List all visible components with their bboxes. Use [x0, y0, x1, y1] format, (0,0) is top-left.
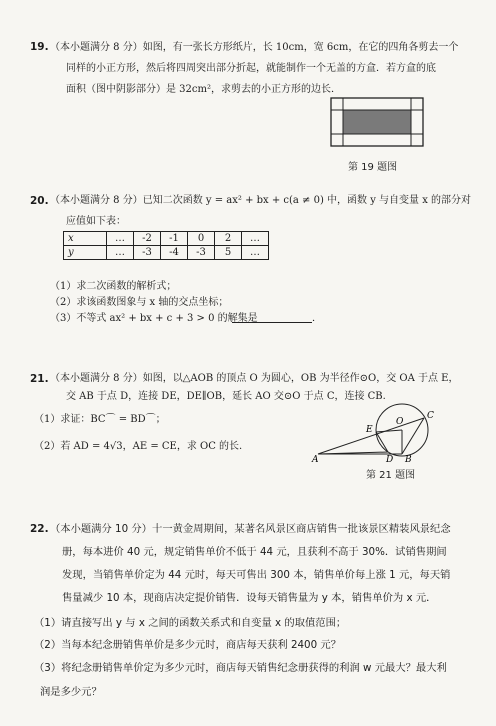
table-cell: … [242, 232, 269, 246]
q21-figure [310, 396, 440, 466]
q22-sub3-cont: 润是多少元？ [40, 686, 102, 698]
q20-answer-blank[interactable] [232, 322, 312, 323]
table-cell: -1 [161, 232, 188, 246]
table-row-x [64, 232, 269, 246]
table-cell: … [242, 246, 269, 260]
q19-number: 19. [30, 41, 49, 53]
q20-line1: （本小题满分 8 分）已知二次函数 y = ax² + bx + c(a ≠ 0) 中，函数 y 与自变量 x 的部分对 [50, 195, 472, 206]
table-cell: x [64, 232, 107, 246]
table-cell: … [107, 246, 134, 260]
q21-line2: 交 AB 于点 D，连接 DE，DE∥OB，延长 AO 交⊙O 于点 C，连接 CB. [66, 391, 386, 402]
q20-line2: 应值如下表： [66, 216, 126, 227]
q22-sub2: （2）当每本纪念册销售单价是多少元时，商店每天获利 2400 元？ [34, 639, 342, 651]
q19-line2: 同样的小正方形，然后将四周突出部分折起，就能制作一个无盖的方盒．若方盒的底 [66, 63, 436, 74]
q20-number: 20. [30, 195, 49, 207]
q21-label-a: A [312, 455, 319, 465]
table-cell: -2 [134, 232, 161, 246]
q19-line1: （本小题满分 8 分）如图，有一张长方形纸片，长 10cm，宽 6cm，在它的四角各剪去一个 [50, 42, 459, 53]
q22-line3: 发现，当销售单价定为 44 元时，每天可售出 300 本，销售单价每上涨 1 元，每天销 [62, 569, 451, 581]
q20-value-table [63, 231, 269, 260]
q20-sub3: （3）不等式 ax² + bx + c + 3 > 0 的解集是 [50, 313, 258, 324]
q21-label-o: O [396, 417, 404, 427]
q22-sub3: （3）将纪念册销售单价定为多少元时，商店每天销售纪念册获得的利润 w 元最大？最大利 [34, 662, 447, 674]
q21-line1: （本小题满分 8 分）如图，以△AOB 的顶点 O 为圆心，OB 为半径作⊙O，交 OA 于点 E， [50, 373, 459, 384]
q19-caption: 第 19 题图 [348, 162, 398, 173]
q22-number: 22. [30, 523, 49, 535]
q22-sub1: （1）请直接写出 y 与 x 之间的函数关系式和自变量 x 的取值范围； [34, 617, 347, 629]
table-cell: … [107, 232, 134, 246]
table-cell: 5 [215, 246, 242, 260]
table-cell: 2 [215, 232, 242, 246]
table-cell: -3 [188, 246, 215, 260]
q19-shaded-base [343, 110, 411, 134]
q21-label-b: B [405, 455, 412, 465]
table-cell: -4 [161, 246, 188, 260]
q21-label-e: E [366, 425, 373, 435]
q19-figure [330, 97, 424, 147]
table-row-y [64, 246, 269, 260]
table-cell: y [64, 246, 107, 260]
table-cell: -3 [134, 246, 161, 260]
q21-label-c: C [427, 411, 434, 421]
q22-line1: （本小题满分 10 分）十一黄金周期间，某著名风景区商店销售一批该景区精装风景纪念 [50, 523, 451, 535]
q19-line3: 面积（图中阴影部分）是 32cm²，求剪去的小正方形的边长． [66, 84, 341, 95]
q22-line2: 册，每本进价 40 元，规定销售单价不低于 44 元，且获利不高于 30%．试销售期间 [62, 546, 447, 558]
q21-caption: 第 21 题图 [366, 470, 416, 481]
q22-line4: 售量减少 10 本，现商店决定提价销售．设每天销售量为 y 本，销售单价为 x 元． [62, 592, 437, 604]
q21-sub1: （1）求证：BC⌒ = BD⌒； [34, 414, 166, 425]
table-cell: 0 [188, 232, 215, 246]
q21-sub2: （2）若 AD = 4√3，AE = CE，求 OC 的长. [34, 441, 243, 452]
q20-sub1: （1）求二次函数的解析式； [50, 281, 177, 292]
q21-number: 21. [30, 373, 49, 385]
q20-sub3-end: ． [312, 313, 322, 324]
q21-label-d: D [386, 455, 394, 465]
q20-sub2: （2）求该函数图象与 x 轴的交点坐标； [50, 297, 229, 308]
